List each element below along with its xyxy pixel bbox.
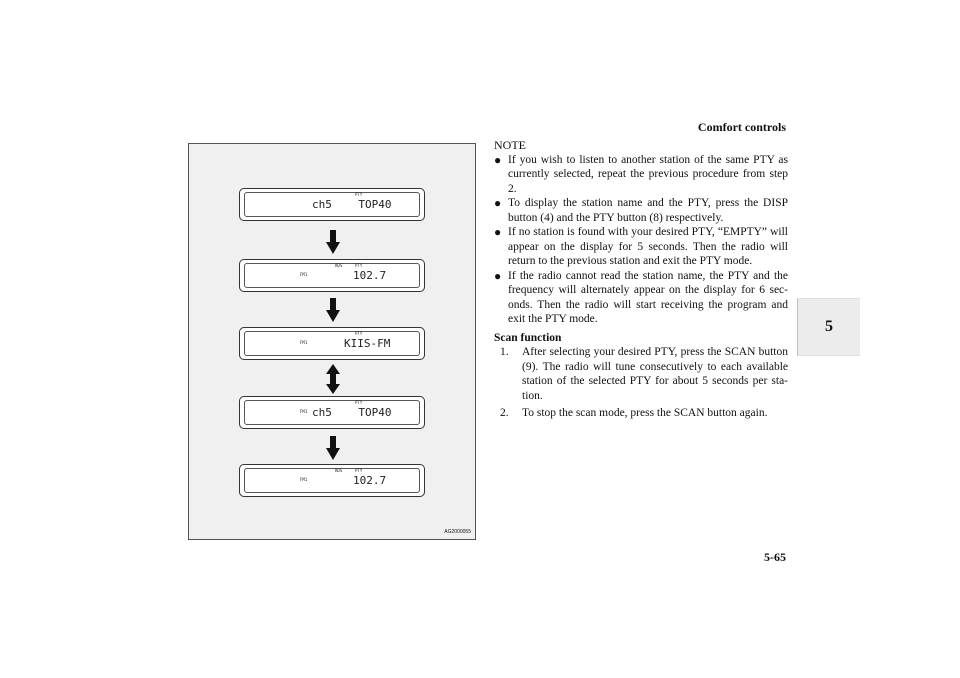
indicator-mark: PTY [355,263,363,268]
indicator-mark: FM1 [300,477,308,482]
radio-display-1 [239,188,425,221]
step-text: After selecting your desired PTY, press the SCAN button (9). The radio will tune consecutively to each available station of the selected PTY for about 5 seconds per sta-tion. [522,346,788,402]
bullet-icon: ● [494,268,502,283]
scan-step [500,406,788,421]
display-text: KIIS-FM [344,337,391,350]
step-text: To stop the scan mode, press the SCAN button again. [522,407,768,419]
display-text: ch5 TOP40 [312,198,392,211]
note-heading: NOTE [494,138,526,152]
step-number: 1. [500,346,509,358]
arrow-down-icon [326,230,340,254]
indicator-mark: PTY [355,400,363,405]
scan-step [500,345,788,403]
arrow-down-icon [326,436,340,460]
note-bullet [494,225,788,269]
radio-display-2 [239,259,425,292]
running-header: Comfort controls [697,120,786,134]
note-bullet-text: If the radio cannot read the station name, the PTY and the frequency will alternately appear on the display for 6 sec-onds. Then the radio will start receiving the program and exit the PTY mode. [508,269,788,325]
indicator-mark: PTY [355,192,363,197]
radio-display-4 [239,396,425,429]
bullet-icon: ● [494,225,502,239]
bullet-icon: ● [494,152,502,167]
chapter-tab [797,298,860,356]
chapter-number: 5 [825,318,833,335]
radio-display-figure [188,143,476,540]
figure-code: AG2000055 [444,529,471,535]
indicator-mark: RDS [335,468,343,473]
display-text: 102.7 [353,269,387,282]
step-number: 2. [500,407,509,419]
bullet-icon: ● [494,196,502,210]
note-bullet [494,196,788,225]
note-bullet [494,269,788,327]
display-text: ch5 TOP40 [312,406,392,419]
note-bullet-text: If no station is found with your desired PTY, “EMPTY” will appear on the display for 5 seconds. Then the radio will return to the previous station and exit the PTY mode. [508,226,788,267]
note-bullet-text: If you wish to listen to another station of the same PTY as currently selected, repeat the previous procedure from step 2. [508,153,788,195]
section-heading: Scan function [494,331,562,344]
body-text [494,138,788,424]
indicator-mark: RDS [335,263,343,268]
radio-display-3 [239,327,425,360]
page-number: 5-65 [764,550,786,564]
note-bullet-text: To display the station name and the PTY, press the DISP button (4) and the PTY button (8) respectively. [508,197,788,224]
arrow-up-down-icon [326,364,340,394]
indicator-mark: FM1 [300,409,308,414]
indicator-mark: PTY [355,468,363,473]
indicator-mark: FM1 [300,272,308,277]
note-bullet [494,153,788,197]
indicator-mark: PTY [355,331,363,336]
indicator-mark: FM1 [300,340,308,345]
arrow-down-icon [326,298,340,322]
display-text: 102.7 [353,474,387,487]
radio-display-5 [239,464,425,497]
